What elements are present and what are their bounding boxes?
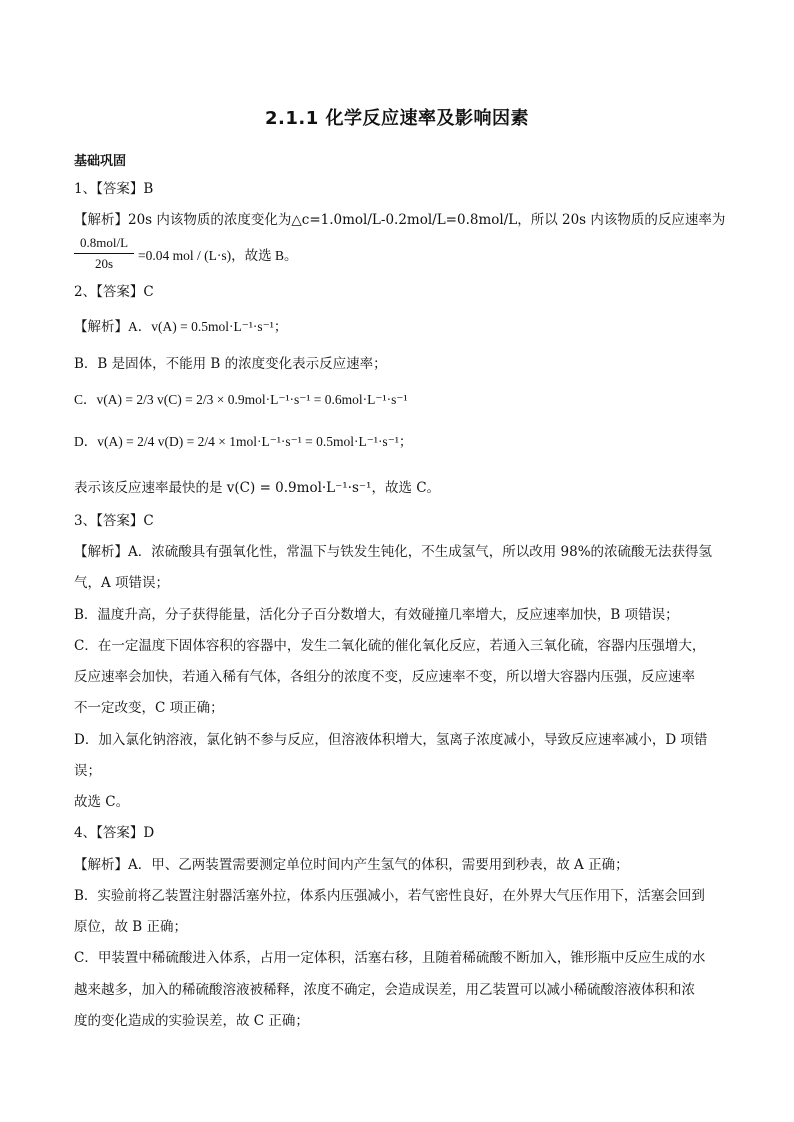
section-heading: 基础巩固 <box>74 154 127 169</box>
analysis-3-line-6: 不一定改变，C 项正确； <box>74 700 224 716</box>
analysis-1-line-2: =0.04 mol / (L·s)，故选 B。 <box>138 248 298 263</box>
analysis-2-d: D．v(A) = 2/4 v(D) = 2/4 × 1mol·L⁻¹·s⁻¹ = 0.5mol·L⁻¹·s⁻¹； <box>74 434 413 449</box>
analysis-2-conclusion: 表示该反应速率最快的是 v(C) = 0.9mol·L⁻¹·s⁻¹，故选 C。 <box>74 480 441 496</box>
answer-1: 1、【答案】B <box>74 181 154 197</box>
answer-4: 4、【答案】D <box>74 825 155 841</box>
analysis-2-b: B．B 是固体，不能用 B 的浓度变化表示反应速率； <box>74 356 387 372</box>
analysis-1-line-1: 【解析】20s 内该物质的浓度变化为△c=1.0mol/L-0.2mol/L=0.8mol/L，所以 20s 内该物质的反应速率为 <box>74 212 726 228</box>
analysis-2-c: C．v(A) = 2/3 v(C) = 2/3 × 0.9mol·L⁻¹·s⁻¹ = 0.6mol·L⁻¹·s⁻¹ <box>74 392 408 407</box>
page-title: 2.1.1 化学反应速率及影响因素 <box>264 108 529 129</box>
analysis-3-line-1: 【解析】A．浓硫酸具有强氧化性，常温下与铁发生钝化，不生成氢气，所以改用 98%的浓硫酸无法获得氢 <box>74 544 713 560</box>
analysis-3-line-3: B．温度升高，分子获得能量，活化分子百分数增大，有效碰撞几率增大，反应速率加快，B 项错误； <box>74 607 679 623</box>
analysis-3-line-7: D．加入氯化钠溶液，氯化钠不参与反应，但溶液体积增大，氢离子浓度减小，导致反应速率减小，D 项错 <box>74 732 708 748</box>
analysis-3-conclusion: 故选 C。 <box>74 794 130 810</box>
fraction-numerator: 0.8mol/L <box>74 235 134 254</box>
analysis-4-line-6: 度的变化造成的实验误差，故 C 正确； <box>74 1013 309 1029</box>
fraction-denominator: 20s <box>94 256 114 271</box>
analysis-3-line-8: 误； <box>74 763 101 779</box>
fraction-rate <box>74 235 134 272</box>
analysis-4-line-5: 越来越多，加入的稀硫酸溶液被稀释，浓度不确定，会造成误差，用乙装置可以减小稀硫酸溶液体积和浓 <box>74 982 695 998</box>
analysis-4-line-3: 原位，故 B 正确； <box>74 919 188 935</box>
analysis-4-line-4: C．甲装置中稀硫酸进入体系，占用一定体积，活塞右移，且随着稀硫酸不断加入，锥形瓶中反应生成的水 <box>74 950 706 966</box>
answer-3: 3、【答案】C <box>74 513 154 529</box>
analysis-4-line-1: 【解析】A．甲、乙两装置需要测定单位时间内产生氢气的体积，需要用到秒表，故 A 正确； <box>74 857 629 873</box>
analysis-4-line-2: B．实验前将乙装置注射器活塞外拉，体系内压强减小，若气密性良好，在外界大气压作用下，活塞会回到 <box>74 888 705 904</box>
analysis-3-line-5: 反应速率会加快，若通入稀有气体，各组分的浓度不变，反应速率不变，所以增大容器内压强，反应速率 <box>74 669 695 685</box>
analysis-3-line-2: 气，A 项错误； <box>74 575 170 591</box>
analysis-2-a: 【解析】A．v(A) = 0.5mol·L⁻¹·s⁻¹； <box>74 319 288 334</box>
answer-2: 2、【答案】C <box>74 284 154 300</box>
analysis-3-line-4: C．在一定温度下固体容积的容器中，发生二氧化硫的催化氧化反应，若通入三氧化硫，容器内压强增大， <box>74 638 706 654</box>
